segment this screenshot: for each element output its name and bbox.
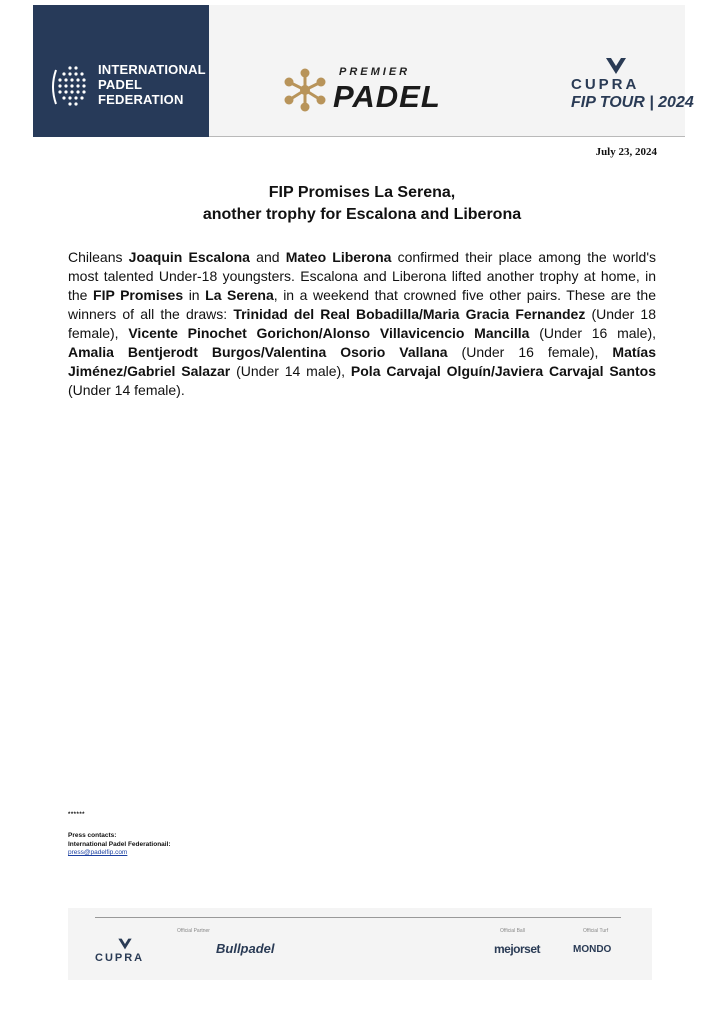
winners-pair: Trinidad del Real Bobadilla/Maria Gracia Fernandez: [233, 306, 586, 322]
cupra-sponsor-logo: CUPRA: [95, 952, 145, 964]
body-text: confirmed their place among the world's most talented Under-18 youngsters. Escalona and Liberona lifted another trophy at home, in the: [68, 249, 656, 303]
player-name: Joaquin Escalona: [128, 249, 250, 265]
release-date: July 23, 2024: [595, 146, 657, 158]
body-text: , in a weekend that crowned five other pairs. These are the winners of all the draws:: [68, 287, 656, 322]
fip-wordmark: [98, 62, 206, 107]
sponsor-label-ball: Official Ball: [500, 928, 525, 934]
fip-line-3: FEDERATION: [98, 92, 184, 107]
sponsor-label-partner: Official Partner: [177, 928, 210, 934]
section-separator: ******: [68, 812, 86, 818]
header-divider: [209, 136, 685, 137]
bullpadel-sponsor-logo: Bullpadel: [216, 941, 275, 956]
press-contacts-label: Press contacts:: [68, 832, 117, 839]
body-text: (Under 14 female).: [68, 382, 185, 398]
venue-name: La Serena: [205, 287, 274, 303]
body-text: and: [249, 249, 286, 265]
footer-divider: [95, 917, 621, 918]
winners-pair: Amalia Bentjerodt Burgos/Valentina Osorio Vallana: [68, 344, 448, 360]
winners-pair: Pola Carvajal Olguín/Javiera Carvajal Santos: [350, 363, 656, 379]
headline-line-2: another trophy for Escalona and Liberona: [202, 206, 522, 223]
body-text: in: [183, 287, 206, 303]
body-text: (Under 16 female),: [447, 344, 613, 360]
padel-wordmark: PADEL: [333, 79, 441, 114]
fip-ball-icon: [52, 60, 92, 114]
cupra-footer-emblem-icon: [117, 938, 133, 950]
premier-padel-star-icon: [282, 67, 328, 113]
cupra-wordmark: CUPRA: [571, 76, 640, 93]
mondo-sponsor-logo: MONDO: [573, 944, 612, 955]
fip-tour-label: FIP TOUR | 2024: [571, 94, 694, 111]
fip-line-1: INTERNATIONAL: [98, 62, 206, 77]
body-text: (Under 16 male),: [529, 325, 656, 341]
federation-contact-label: International Padel Federationail:: [68, 841, 171, 848]
premier-label: PREMIER: [339, 66, 411, 78]
headline-line-1: FIP Promises La Serena,: [268, 184, 456, 201]
tournament-name: FIP Promises: [93, 287, 184, 303]
body-text: Chileans: [68, 249, 129, 265]
winners-pair: Matías Jiménez/Gabriel Salazar: [68, 344, 656, 379]
cupra-emblem-icon: [605, 57, 627, 75]
body-paragraph: [68, 248, 656, 400]
footer-band: [68, 908, 652, 980]
player-name: Mateo Liberona: [285, 249, 392, 265]
press-email-link[interactable]: press@padelfip.com: [68, 849, 128, 856]
body-text: (Under 14 male),: [230, 363, 351, 379]
body-text: (Under 18 female),: [68, 306, 656, 341]
winners-pair: Vicente Pinochet Gorichon/Alonso Villavicencio Mancilla: [128, 325, 530, 341]
mejorset-sponsor-logo: mejorset: [494, 942, 541, 956]
sponsor-label-turf: Official Turf: [583, 928, 609, 934]
fip-line-2: PADEL: [98, 77, 143, 92]
